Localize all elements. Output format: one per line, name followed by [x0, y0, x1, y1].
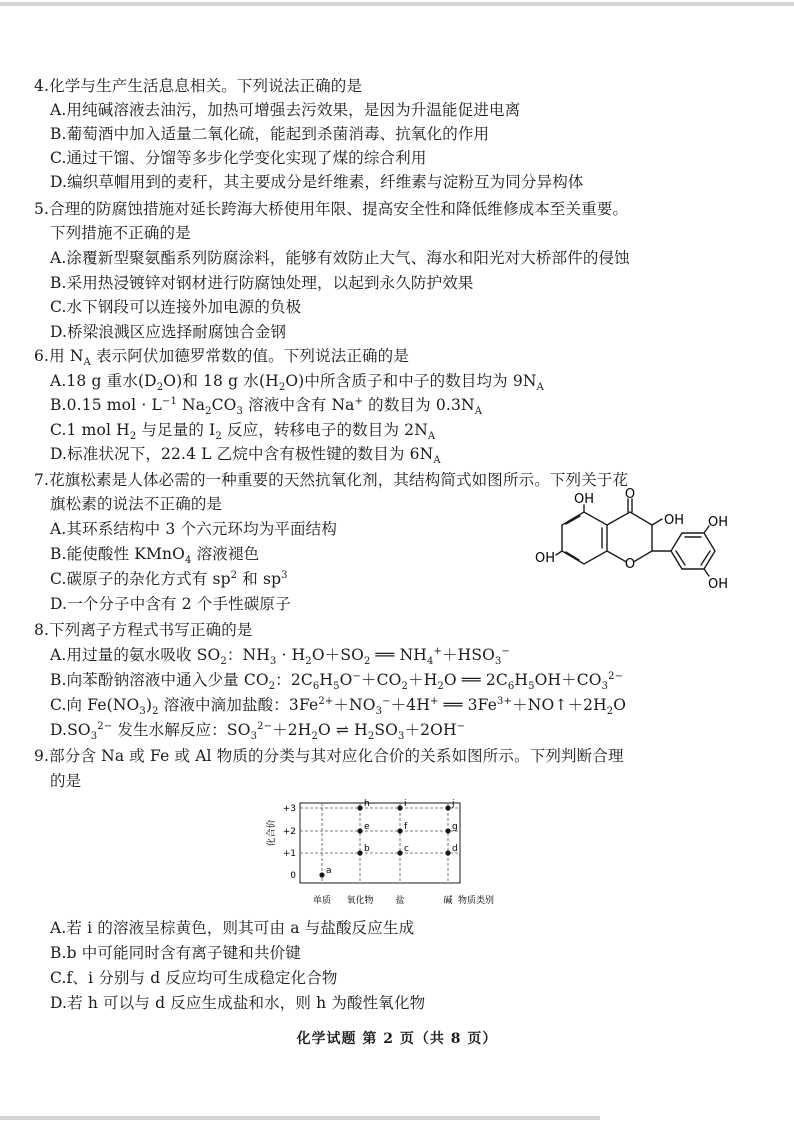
- chart-point-label-g: g: [452, 822, 458, 832]
- q8-option-d: $D.SO_3^{2-}$ 发生水解反应：$SO_3^{2-}+2H_2O$ ⇌ $H_2SO_3+2OH^-$: [50, 720, 466, 743]
- q9-stem-line-2: 的是: [50, 772, 82, 790]
- y-tick-label: +1: [282, 849, 296, 859]
- chart-point-label-b: b: [364, 844, 370, 854]
- x-category-label: 单质: [312, 896, 332, 906]
- oh-label-top: OH: [573, 492, 595, 507]
- valence-classification-chart: [262, 795, 522, 910]
- q8-stem: 8.下列离子方程式书写正确的是: [34, 621, 253, 639]
- q5-stem-line-2: 下列措施不正确的是: [50, 224, 191, 242]
- q4-option-c: C.通过干馏、分馏等多步化学变化实现了煤的综合利用: [50, 149, 427, 167]
- q9-option-d: D.若 h 可以与 d 反应生成盐和水，则 h 为酸性氧化物: [50, 994, 426, 1012]
- chart-point-label-d: d: [452, 844, 458, 854]
- x-axis-title: 物质类别: [457, 896, 495, 906]
- q5-option-c: C.水下钢段可以连接外加电源的负极: [50, 298, 302, 316]
- q9-stem-line-1: 9.部分含 Na 或 Fe 或 Al 物质的分类与其对应化合价的关系如图所示。下列判断合理: [34, 747, 624, 765]
- y-tick-label: 0: [290, 871, 296, 881]
- bottom-border: [0, 1116, 600, 1120]
- chart-point-f: [397, 828, 402, 833]
- q5-option-b: B.采用热浸镀锌对钢材进行防腐蚀处理，以起到永久防护效果: [50, 274, 474, 292]
- q5-option-a: A.涂覆新型聚氨酯系列防腐涂料，能够有效防止大气、海水和阳光对大桥部件的侵蚀: [50, 249, 630, 267]
- q7-option-a: A.其环系结构中 3 个六元环均为平面结构: [50, 520, 337, 538]
- q9-option-b: B.b 中可能同时含有离子键和共价键: [50, 944, 301, 962]
- chart-point-j: [445, 805, 450, 810]
- q5-stem-line-1: 5.合理的防腐蚀措施对延长跨海大桥使用年限、提高安全性和降低维修成本至关重要。: [34, 200, 629, 218]
- chart-point-c: [397, 850, 402, 855]
- q7-stem-line-1: 7.花旗松素是人体必需的一种重要的天然抗氧化剂，其结构简式如图所示。下列关于花: [34, 471, 629, 489]
- top-border: [0, 2, 794, 6]
- q4-option-b: B.葡萄酒中加入适量二氧化硫，能起到杀菌消毒、抗氧化的作用: [50, 125, 490, 143]
- chart-point-d: [445, 850, 450, 855]
- q5-option-d: D.桥梁浪溅区应选择耐腐蚀合金钢: [50, 323, 287, 341]
- q6-option-b: B.0.15 mol · $L^{-1}$ $Na_2CO_3$ 溶液中含有 Na+ 的数目为 $0.3N_A$: [50, 395, 483, 418]
- q9-option-a: A.若 i 的溶液呈棕黄色，则其可由 a 与盐酸反应生成: [50, 919, 415, 937]
- oh-label-ring-b-upper: OH: [708, 515, 729, 530]
- chart-point-g: [445, 828, 450, 833]
- page-footer: 化学试题 第 2 页（共 8 页）: [296, 1031, 498, 1047]
- q6-stem: 6.用 $N_A$ 表示阿伏加德罗常数的值。下列说法正确的是: [34, 347, 409, 369]
- oh-label-left: OH: [534, 551, 555, 566]
- q6-option-d: D.标准状况下，22.4 L 乙烷中含有极性键的数目为 $6N_A$: [50, 445, 441, 467]
- q8-option-c: C.向 $Fe(NO_3)_2$ 溶液中滴加盐酸：$3Fe^{2+}+NO_3^-+4H^+$ ══ $3Fe^{3+}+NO↑+2H_2O$: [50, 695, 627, 718]
- chart-point-label-h: h: [364, 799, 370, 809]
- q7-option-c: C.碳原子的杂化方式有 $sp^2$ 和 $sp^3$: [50, 569, 288, 588]
- q9-option-c: C.f、i 分别与 d 反应均可生成稳定化合物: [50, 969, 338, 987]
- q4-stem: 4.化学与生产生活息息相关。下列说法正确的是: [34, 77, 363, 95]
- y-tick-label: +3: [282, 804, 296, 814]
- q4-option-d: D.编织草帽用到的麦秆，其主要成分是纤维素，纤维素与淀粉互为同分异构体: [50, 173, 584, 191]
- q6-option-a: A.18 g 重水$(D_2O)$和 18 g 水$(H_2O)$中所含质子和中子的数目均为 $9N_A$: [50, 372, 545, 394]
- q7-stem-line-2: 旗松素的说法不正确的是: [50, 495, 223, 513]
- x-category-label: 碱: [443, 896, 453, 906]
- chart-point-a: [319, 872, 324, 877]
- ring-oxygen-label: O: [624, 557, 636, 572]
- chart-point-e: [357, 828, 362, 833]
- x-category-label: 盐: [395, 896, 405, 906]
- q7-option-d: D.一个分子中含有 2 个手性碳原子: [50, 595, 291, 613]
- taxifolin-structure-diagram: [534, 487, 740, 602]
- chart-point-b: [357, 850, 362, 855]
- chart-point-label-f: f: [404, 822, 408, 832]
- q6-option-c: C.1 mol $H_2$ 与足量的 $I_2$ 反应，转移电子的数目为 $2N_A$: [50, 421, 436, 443]
- q8-option-a: A.用过量的氨水吸收 $SO_2$：$NH_3 \cdot H_2O+SO_2$ ══ $NH_4^++HSO_3^-$: [50, 645, 511, 668]
- oh-label-c3: OH: [664, 513, 685, 528]
- y-axis-label: 化合价: [267, 819, 277, 847]
- chart-point-i: [397, 805, 402, 810]
- chart-frame: [300, 803, 460, 883]
- carbonyl-oxygen-label: O: [624, 487, 636, 502]
- q7-option-b: B.能使酸性 KMnO$_4$ 溶液褪色: [50, 545, 260, 567]
- chart-point-label-e: e: [364, 822, 370, 832]
- chart-point-label-i: i: [404, 799, 407, 809]
- chart-point-label-c: c: [404, 844, 409, 854]
- q4-option-a: A.用纯碱溶液去油污，加热可增强去污效果，是因为升温能促进电离: [50, 101, 521, 119]
- chart-point-label-a: a: [326, 866, 332, 876]
- x-category-label: 氧化物: [346, 896, 374, 906]
- chart-point-h: [357, 805, 362, 810]
- q8-option-b: B.向苯酚钠溶液中通入少量 $CO_2$：$2C_6H_5O^-+CO_2+H_2O$ ══ $2C_6H_5OH+CO_3^{2-}$: [50, 670, 624, 693]
- chart-point-label-j: j: [452, 799, 455, 809]
- y-tick-label: +2: [282, 827, 296, 837]
- oh-label-ring-b-lower: OH: [708, 577, 729, 592]
